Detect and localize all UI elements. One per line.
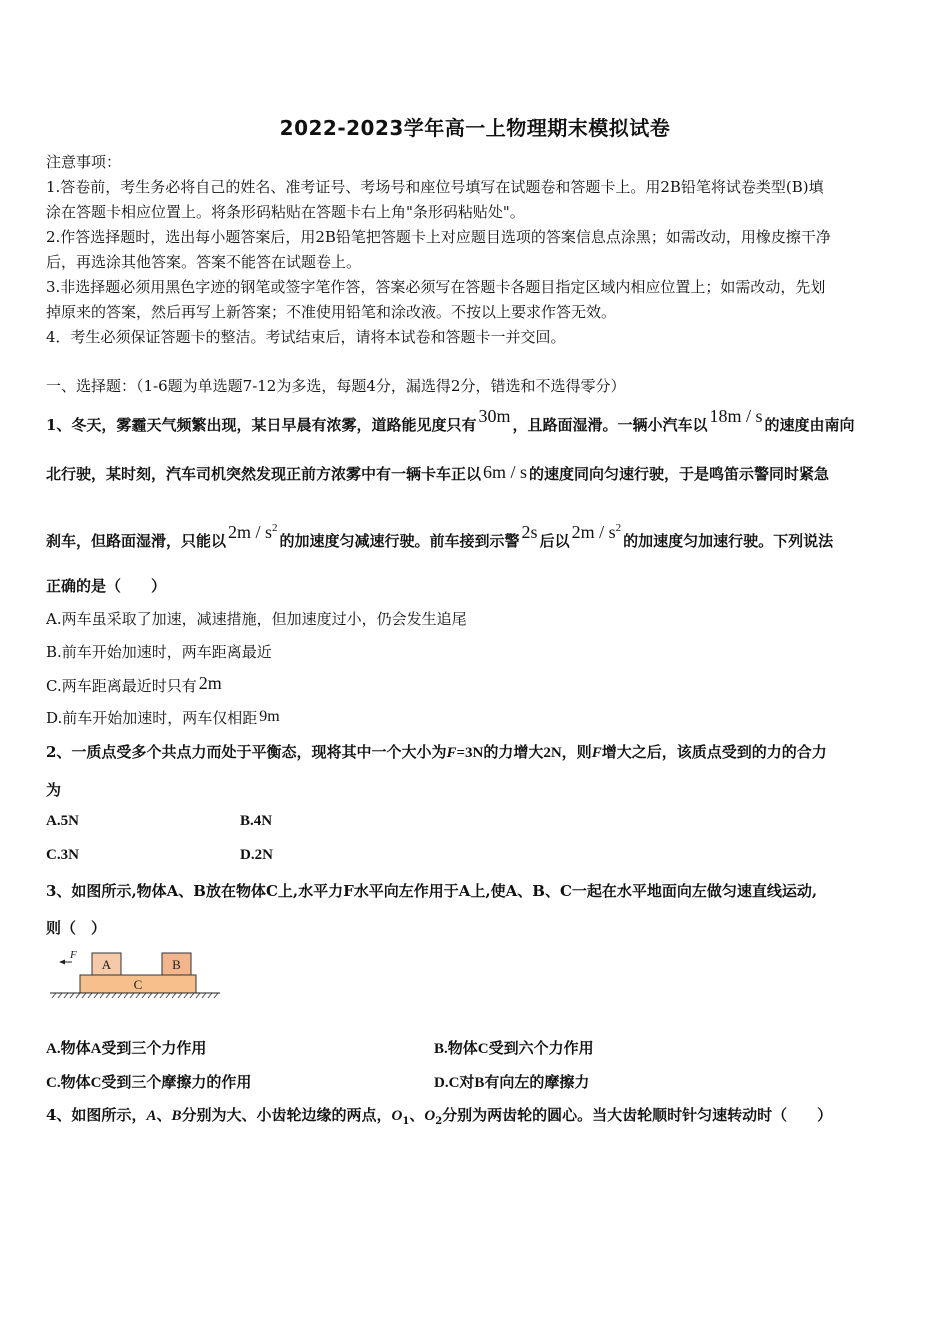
q3-line-1: 3、如图所示,物体A、B放在物体C上,水平力F水平向左作用于A上,使A、B、C一起在水平地面向左做匀速直线运动, <box>46 882 818 900</box>
q1-value-car-speed: 18m / s <box>709 406 763 426</box>
q4-text: 4、如图所示， <box>46 1106 147 1124</box>
q2-force-symbol: F <box>446 745 457 761</box>
q2-option-d[interactable]: D.2N <box>240 847 273 863</box>
q1-value-delay: 2s <box>521 522 538 542</box>
q1-option-d-text: D.前车开始加速时，两车仅相距 <box>46 709 258 727</box>
q1-value-deceleration <box>226 522 280 542</box>
q2-option-b[interactable]: B.4N <box>240 813 273 829</box>
notice-line: 涂在答题卡相应位置上。将条形码粘贴在答题卡右上角"条形码粘贴处"。 <box>46 203 525 221</box>
q1-line-1 <box>46 406 908 435</box>
q4-text: 分别为两齿轮的圆心。当大齿轮顺时针匀速转动时（ ） <box>442 1106 833 1124</box>
q1-unit-text: 2m / s <box>228 522 273 542</box>
q4-line-1 <box>46 1105 908 1132</box>
q1-unit-square: 2 <box>272 522 278 534</box>
q3-option-c[interactable]: C.物体C受到三个摩擦力的作用 <box>46 1075 252 1091</box>
q1-option-a[interactable]: A.两车虽采取了加速，减速措施，但加速度过小，仍会发生追尾 <box>46 610 467 628</box>
q1-text: ，且路面湿滑。一辆小汽车以 <box>512 416 708 434</box>
q3-option-d[interactable]: D.C对B有向左的摩擦力 <box>434 1075 590 1091</box>
ground-hatching <box>52 993 218 998</box>
page-title: 2022-2023学年高一上物理期末模拟试卷 <box>279 116 671 140</box>
q1-option-c[interactable] <box>46 675 908 696</box>
q1-line-3 <box>46 522 908 551</box>
q4-point-b: B <box>171 1108 182 1124</box>
q4-subscript: 2 <box>435 1116 443 1127</box>
q2-option-c[interactable]: C.3N <box>46 847 79 863</box>
q4-subscript: 1 <box>402 1116 410 1127</box>
q1-unit-square: 2 <box>615 522 622 534</box>
blocks-figure <box>48 945 228 1005</box>
section-heading: 一、选择题：（1-6题为单选题7-12为多选，每题4分，漏选得2分，错选和不选得零分） <box>46 377 626 395</box>
q1-text: 的速度同向匀速行驶，于是鸣笛示警同时紧急 <box>529 465 830 483</box>
q1-text: 后以 <box>539 532 570 550</box>
q4-center-o1: O <box>391 1108 403 1124</box>
force-arrow-head <box>59 960 65 965</box>
q4-text: 分别为大、小齿轮边缘的两点， <box>181 1106 392 1124</box>
notice-line: 4．考生必须保证答题卡的整洁。考试结束后，请将本试卷和答题卡一并交回。 <box>46 328 566 346</box>
q4-point-a: A <box>146 1108 157 1124</box>
block-c-label: C <box>133 977 143 992</box>
notice-line: 2.作答选择题时，选出每小题答案后，用2B铅笔把答题卡上对应题目选项的答案信息点涂黑；如需改动，用橡皮擦干净 <box>46 228 831 246</box>
q3-option-b[interactable]: B.物体C受到六个力作用 <box>434 1041 594 1057</box>
q1-text: 刹车，但路面湿滑，只能以 <box>46 532 227 550</box>
q1-value-acceleration <box>570 522 624 542</box>
q4-center-o2: O <box>424 1108 436 1124</box>
block-b-label: B <box>172 957 181 972</box>
q1-text: 的速度由南向 <box>764 416 855 434</box>
q2-text: =3N的力增大2N，则 <box>456 745 592 761</box>
q2-force-symbol: F <box>591 745 602 761</box>
q1-option-d-value: 9m <box>259 708 280 725</box>
q1-value-visibility: 30m <box>478 406 511 426</box>
q2-option-a[interactable]: A.5N <box>46 813 79 829</box>
q1-option-d[interactable] <box>46 708 908 729</box>
q2-text: 增大之后，该质点受到的力的合力 <box>601 743 827 761</box>
q4-text: 、 <box>156 1106 172 1124</box>
q2-line-1 <box>46 742 908 763</box>
q1-line-2 <box>46 463 908 484</box>
q1-text: 的加速度匀加速行驶。下列说法 <box>623 532 834 550</box>
notice-line: 1.答卷前，考生务必将自己的姓名、准考证号、考场号和座位号填写在试题卷和答题卡上。用2B铅笔将试卷类型(B)填 <box>46 178 824 196</box>
q1-option-c-value: 2m <box>198 673 222 693</box>
q3-line-2: 则（ ） <box>46 919 107 937</box>
q1-text: 北行驶，某时刻，汽车司机突然发现正前方浓雾中有一辆卡车正以 <box>46 465 482 483</box>
q2-line-2: 为 <box>46 781 62 799</box>
q2-text: 2、一质点受多个共点力而处于平衡态，现将其中一个大小为 <box>46 743 447 761</box>
q1-unit-text: 2m / s <box>571 522 616 542</box>
q1-text: 的加速度匀减速行驶。前车接到示警 <box>279 532 520 550</box>
q1-option-c-text: C.两车距离最近时只有 <box>46 677 197 695</box>
q1-text: 1、冬天，雾霾天气频繁出现，某日早晨有浓雾，道路能见度只有 <box>46 416 477 434</box>
force-label: F <box>70 949 77 961</box>
notice-line: 3.非选择题必须用黑色字迹的钢笔或签字笔作答，答案必须写在答题卡各题目指定区域内相应位置上；如需改动，先划 <box>46 278 826 296</box>
notice-line: 掉原来的答案，然后再写上新答案；不准使用铅笔和涂改液。不按以上要求作答无效。 <box>46 303 617 321</box>
q1-value-truck-speed: 6m / s <box>483 462 528 482</box>
notice-line: 后，再选涂其他答案。答案不能答在试题卷上。 <box>46 253 362 271</box>
q1-line-4: 正确的是（ ） <box>46 577 167 595</box>
block-a-label: A <box>101 957 112 972</box>
q1-option-b[interactable]: B.前车开始加速时，两车距离最近 <box>46 643 272 661</box>
q4-text: 、 <box>409 1106 425 1124</box>
q3-option-a[interactable]: A.物体A受到三个力作用 <box>46 1041 207 1057</box>
notice-heading: 注意事项： <box>46 153 122 171</box>
